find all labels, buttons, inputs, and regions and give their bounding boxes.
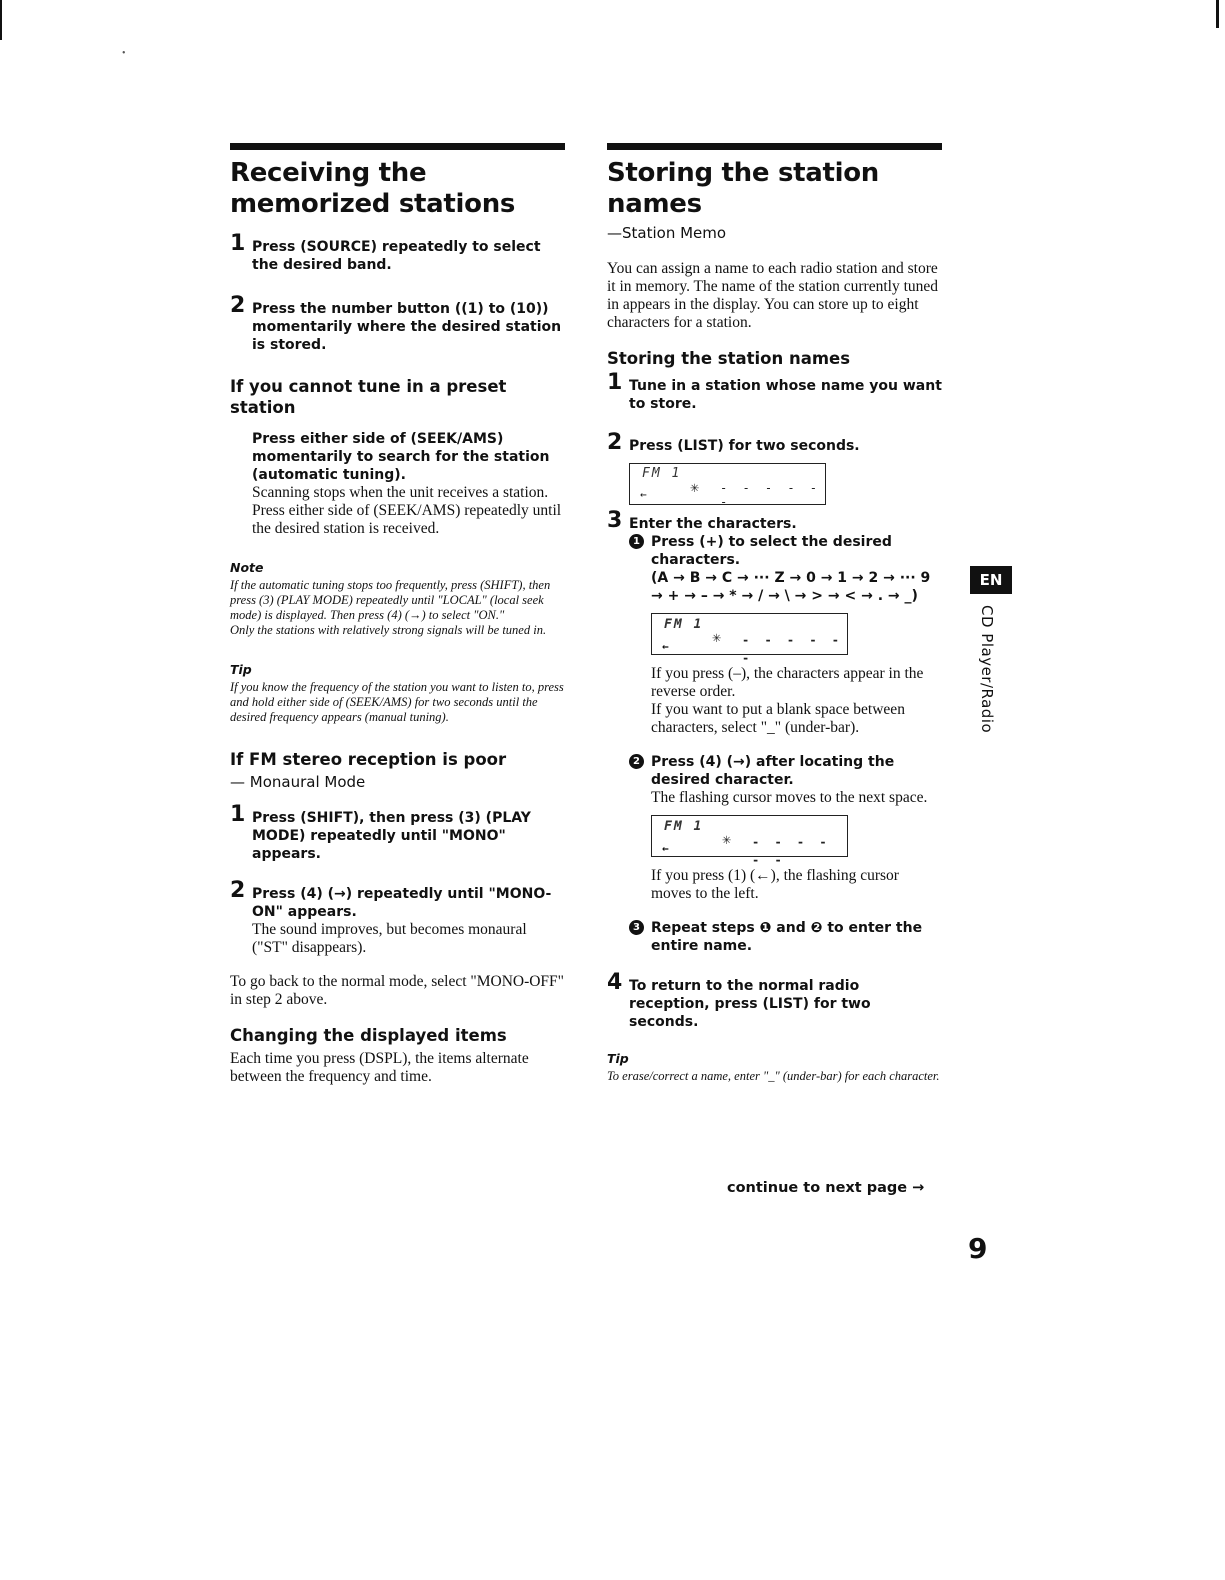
substep-number: 3 bbox=[629, 920, 644, 935]
lcd-band-label: FM 1 bbox=[642, 466, 682, 481]
store-step-2 bbox=[607, 430, 942, 455]
lcd-band-label: FM 1 bbox=[664, 819, 704, 834]
display-body: Each time you press (DSPL), the items alternate between the frequency and time. bbox=[230, 1050, 529, 1085]
step-number: 3 bbox=[607, 508, 623, 533]
step-2 bbox=[230, 293, 565, 354]
lcd-band-label: FM 1 bbox=[664, 617, 704, 632]
step-1 bbox=[230, 231, 565, 274]
substep-2-body: The flashing cursor moves to the next space. bbox=[651, 789, 928, 806]
substep-1-body: If you press (–), the characters appear in the reverse order. bbox=[651, 665, 924, 700]
scan-edge-left bbox=[0, 0, 2, 40]
page-number: 9 bbox=[968, 1232, 988, 1265]
note-text-2: Only the stations with relatively strong signals will be tuned in. bbox=[230, 623, 547, 637]
store-step-3 bbox=[607, 508, 942, 533]
flashing-cursor-icon: ✳ bbox=[712, 628, 723, 646]
fm-heading: If FM stereo reception is poor bbox=[230, 750, 507, 769]
display-heading: Changing the displayed items bbox=[230, 1026, 507, 1045]
note-heading: Note bbox=[230, 560, 264, 575]
left-column bbox=[230, 143, 565, 1086]
step-number: 4 bbox=[607, 970, 623, 995]
substep-text: Repeat steps ❶ and ❷ to enter the entire name. bbox=[651, 920, 923, 954]
step-number: 2 bbox=[230, 293, 246, 318]
preset-body: Scanning stops when the unit receives a station. Press either side of (SEEK/AMS) repeatedly until the desired station is received. bbox=[252, 484, 562, 537]
step-text: Press (4) (→) repeatedly until "MONO-ON" appears. bbox=[252, 886, 552, 920]
lcd-arrow-icon: ← bbox=[662, 842, 669, 855]
substep-2-body-2: If you press (1) (←), the flashing cursor moves to the left. bbox=[651, 867, 899, 902]
preset-heading: If you cannot tune in a preset station bbox=[230, 377, 507, 417]
note-text: If the automatic tuning stops too frequently, press (SHIFT), then press (3) (PLAY MODE) repeatedly until "LOCAL" (local seek mode) is displayed. Then press (4) (→) to select "ON." bbox=[230, 578, 551, 622]
step-number: 1 bbox=[230, 231, 246, 256]
character-sequence: (A → B → C → ··· Z → 0 → 1 → 2 → ··· 9 → + → – → * → / → \ → > → < → . → _) bbox=[651, 570, 931, 604]
tip-text: To erase/correct a name, enter "_" (under-bar) for each character. bbox=[607, 1069, 940, 1083]
step-text: Tune in a station whose name you want to store. bbox=[629, 378, 942, 412]
substep-2 bbox=[629, 753, 942, 903]
continue-label: continue to next page → bbox=[727, 1180, 925, 1196]
preset-instruction: Press either side of (SEEK/AMS) momentarily to search for the station (automatic tuning). bbox=[252, 431, 550, 483]
step-text: Enter the characters. bbox=[629, 516, 797, 532]
intro-text: You can assign a name to each radio station and store it in memory. The name of the station currently tuned in appears in the display. You can store up to eight characters for a station. bbox=[607, 260, 939, 331]
step-number: 1 bbox=[230, 802, 246, 827]
right-column bbox=[607, 143, 942, 1084]
lcd-arrow-icon: ← bbox=[640, 488, 647, 501]
lcd-dashes: - - - - - - bbox=[752, 835, 831, 867]
substep-3 bbox=[629, 919, 942, 955]
substep-number: 2 bbox=[629, 754, 644, 769]
scan-speck: • bbox=[122, 48, 126, 59]
lcd-arrow-icon: ← bbox=[662, 640, 669, 653]
section-rule bbox=[230, 143, 565, 150]
scan-edge-right bbox=[1216, 0, 1219, 28]
section-rule bbox=[607, 143, 942, 150]
page-title-left: Receiving the memorized stations bbox=[230, 158, 516, 219]
store-step-1 bbox=[607, 370, 942, 413]
substep-number: 1 bbox=[629, 534, 644, 549]
tip-heading: Tip bbox=[230, 662, 252, 677]
lcd-display bbox=[651, 613, 848, 665]
lcd-display bbox=[651, 815, 848, 867]
step-number: 2 bbox=[230, 878, 246, 903]
section-label: CD Player/Radio bbox=[978, 605, 996, 734]
lcd-dashes: - - - - - - bbox=[742, 633, 844, 665]
fm-after-text: To go back to the normal mode, select "MONO-OFF" in step 2 above. bbox=[230, 973, 564, 1008]
step-text: To return to the normal radio reception, press (LIST) for two seconds. bbox=[629, 978, 871, 1030]
page-title-right: Storing the station names bbox=[607, 158, 880, 219]
step-number: 1 bbox=[607, 370, 623, 395]
substep-1 bbox=[629, 533, 942, 737]
fm-step-1 bbox=[230, 802, 565, 863]
fm-subheading: — Monaural Mode bbox=[230, 773, 366, 791]
fm-step-2 bbox=[230, 878, 565, 957]
lcd-dashes: - - - - - - bbox=[720, 481, 822, 509]
flashing-cursor-icon: ✳ bbox=[722, 830, 733, 848]
substep-1-body-2: If you want to put a blank space between characters, select "_" (under-bar). bbox=[651, 701, 905, 736]
flashing-cursor-icon: ✳ bbox=[690, 478, 701, 496]
step-text: Press (LIST) for two seconds. bbox=[629, 438, 860, 454]
fm-step-2-body: The sound improves, but becomes monaural ("ST" disappears). bbox=[252, 921, 527, 956]
substep-text: Press (4) (→) after locating the desired character. bbox=[651, 754, 895, 788]
store-step-4 bbox=[607, 970, 942, 1031]
lcd-display bbox=[629, 463, 826, 509]
step-text: Press (SHIFT), then press (3) (PLAY MODE) repeatedly until "MONO" appears. bbox=[252, 810, 531, 862]
page-subtitle: —Station Memo bbox=[607, 224, 727, 242]
tip-text: If you know the frequency of the station you want to listen to, press and hold either side of (SEEK/AMS) for two seconds until the desired frequency appears (manual tuning). bbox=[230, 680, 564, 724]
substep-text: Press (+) to select the desired characters. bbox=[651, 534, 892, 568]
storing-heading: Storing the station names bbox=[607, 349, 851, 368]
step-text: Press (SOURCE) repeatedly to select the desired band. bbox=[252, 239, 541, 273]
step-text: Press the number button ((1) to (10)) momentarily where the desired station is stored. bbox=[252, 301, 562, 353]
step-number: 2 bbox=[607, 430, 623, 455]
language-tab: EN bbox=[970, 566, 1012, 594]
tip-heading: Tip bbox=[607, 1051, 629, 1066]
